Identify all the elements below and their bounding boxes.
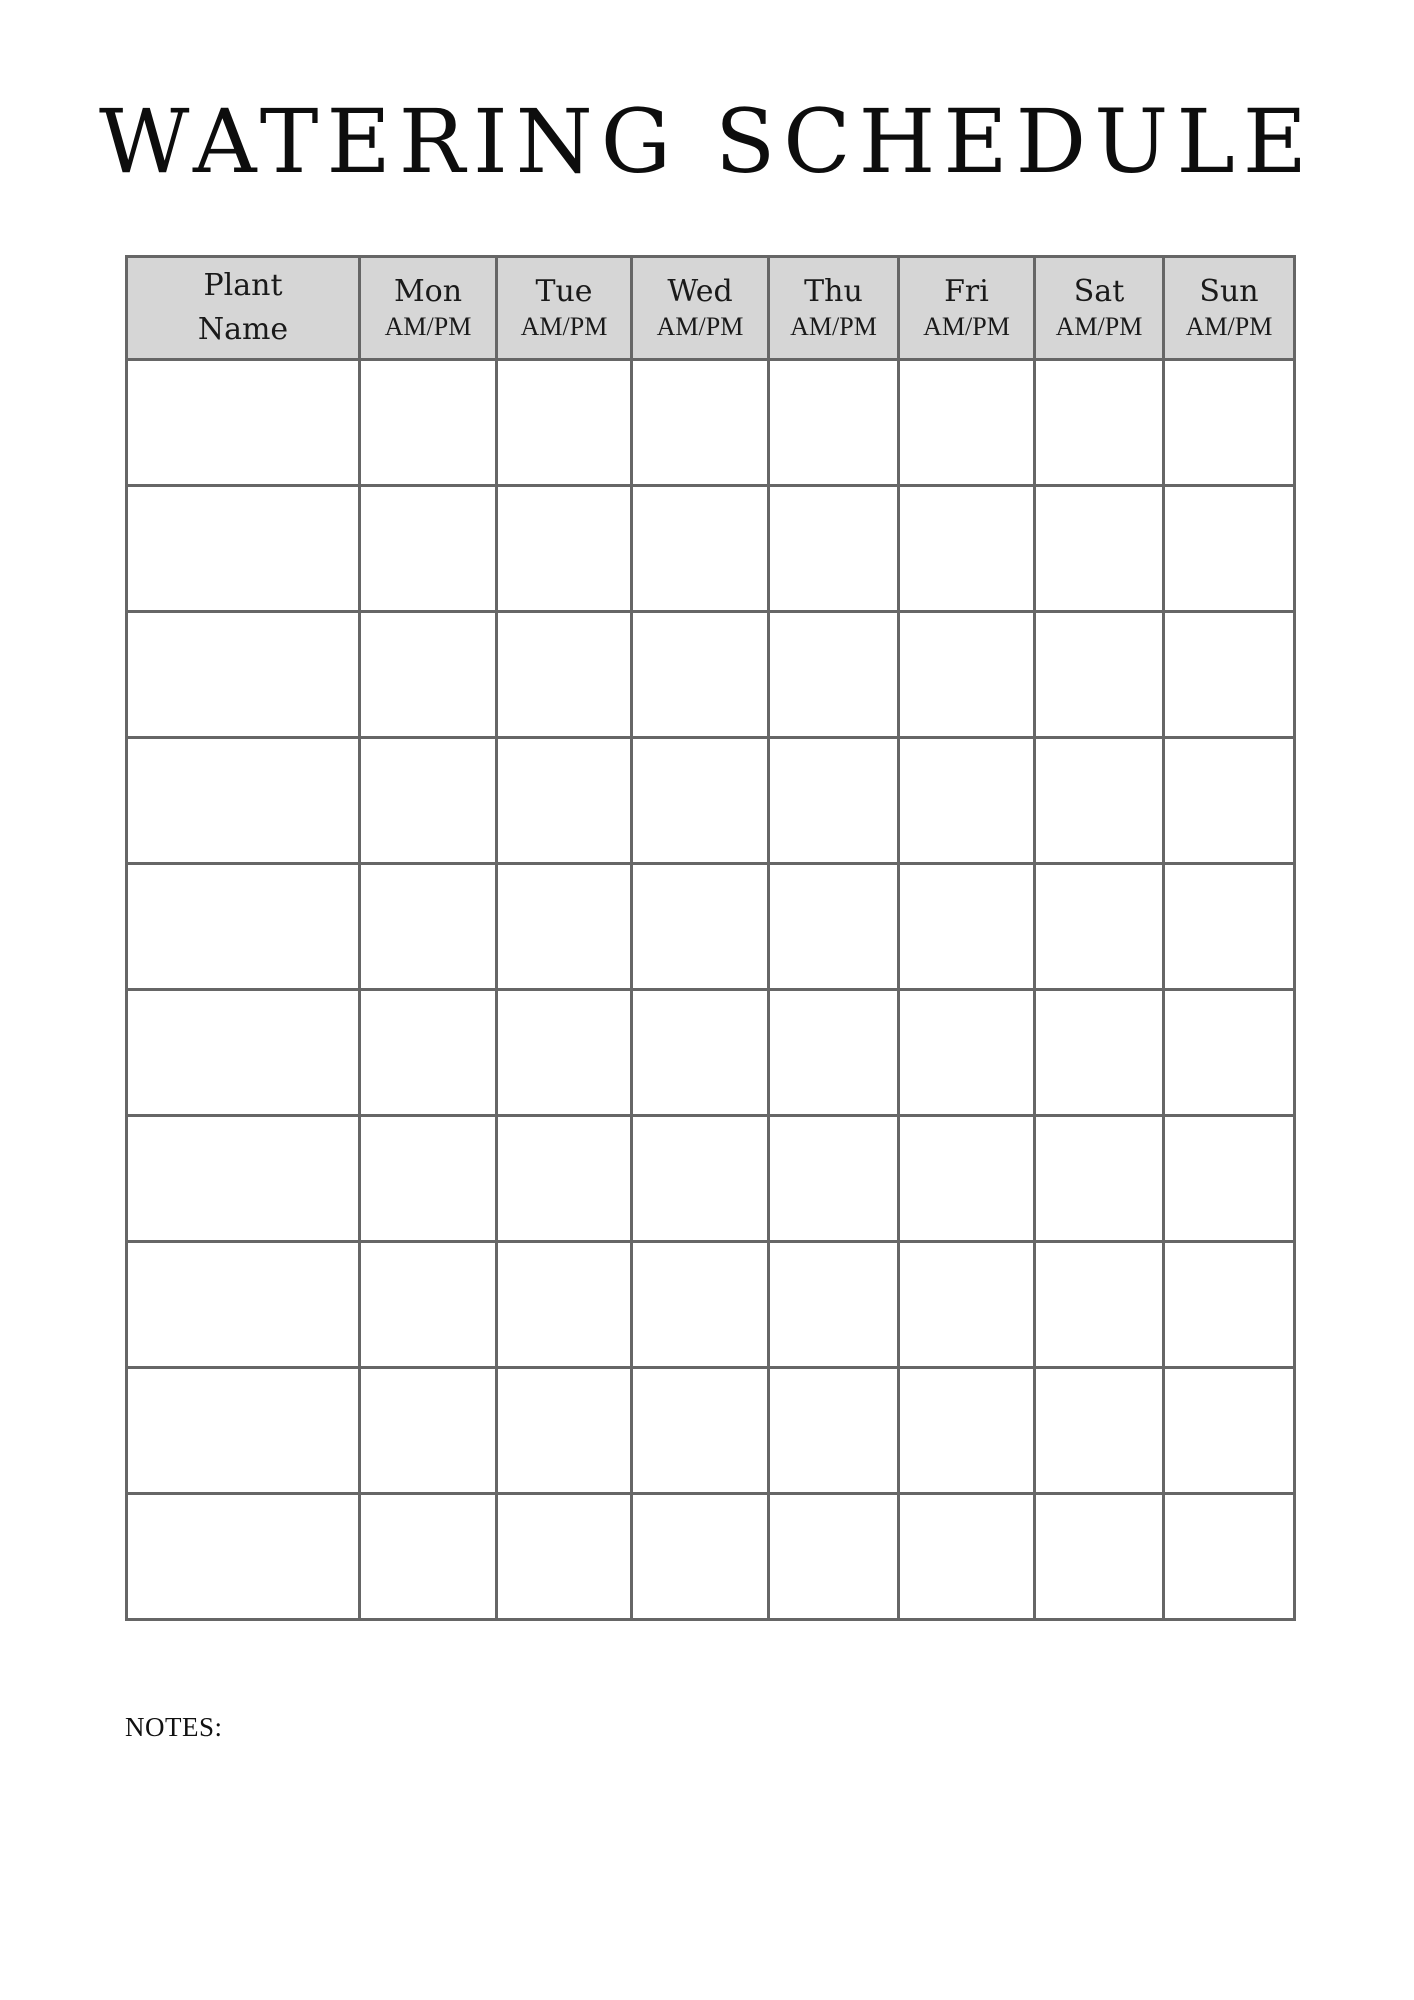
page-title: WATERING SCHEDULE xyxy=(98,90,1316,193)
day-cell[interactable] xyxy=(769,612,899,738)
day-cell[interactable] xyxy=(769,1494,899,1620)
day-name: Wed xyxy=(667,274,733,309)
day-cell[interactable] xyxy=(497,1494,632,1620)
day-cell[interactable] xyxy=(360,990,497,1116)
notes-label: NOTES: xyxy=(125,1712,223,1742)
day-cell[interactable] xyxy=(1164,738,1295,864)
day-cell[interactable] xyxy=(1035,1116,1164,1242)
day-header-wed xyxy=(632,257,769,360)
day-cell[interactable] xyxy=(497,864,632,990)
day-name: Sun xyxy=(1199,274,1259,309)
day-cell[interactable] xyxy=(1164,864,1295,990)
table-row xyxy=(127,360,1295,486)
day-header-sun xyxy=(1164,257,1295,360)
watering-schedule-table xyxy=(125,255,1296,1621)
day-cell[interactable] xyxy=(1035,738,1164,864)
table-row xyxy=(127,1242,1295,1368)
day-header-mon xyxy=(360,257,497,360)
day-cell[interactable] xyxy=(769,486,899,612)
day-cell[interactable] xyxy=(769,738,899,864)
plant-name-cell[interactable] xyxy=(127,1242,360,1368)
day-cell[interactable] xyxy=(360,1368,497,1494)
day-cell[interactable] xyxy=(1035,990,1164,1116)
day-cell[interactable] xyxy=(632,738,769,864)
plant-name-cell[interactable] xyxy=(127,1116,360,1242)
day-cell[interactable] xyxy=(769,1116,899,1242)
day-name: Tue xyxy=(535,274,593,309)
day-header-thu xyxy=(769,257,899,360)
day-cell[interactable] xyxy=(1035,864,1164,990)
schedule-body xyxy=(127,360,1295,1620)
day-cell[interactable] xyxy=(632,990,769,1116)
day-cell[interactable] xyxy=(899,1116,1035,1242)
day-cell[interactable] xyxy=(360,1494,497,1620)
day-cell[interactable] xyxy=(899,1494,1035,1620)
day-cell[interactable] xyxy=(769,990,899,1116)
day-cell[interactable] xyxy=(1164,990,1295,1116)
day-cell[interactable] xyxy=(360,1116,497,1242)
day-cell[interactable] xyxy=(769,1242,899,1368)
table-row xyxy=(127,1116,1295,1242)
day-header-fri xyxy=(899,257,1035,360)
day-cell[interactable] xyxy=(899,1242,1035,1368)
day-header-sat xyxy=(1035,257,1164,360)
day-name: Fri xyxy=(944,274,989,309)
day-cell[interactable] xyxy=(1164,1494,1295,1620)
day-cell[interactable] xyxy=(360,1242,497,1368)
day-cell[interactable] xyxy=(632,1494,769,1620)
day-cell[interactable] xyxy=(1035,360,1164,486)
table-row xyxy=(127,486,1295,612)
table-row xyxy=(127,1494,1295,1620)
plant-name-cell[interactable] xyxy=(127,1368,360,1494)
day-sub: AM/PM xyxy=(520,312,608,341)
day-cell[interactable] xyxy=(899,864,1035,990)
day-cell[interactable] xyxy=(1035,1368,1164,1494)
day-cell[interactable] xyxy=(1035,1494,1164,1620)
day-cell[interactable] xyxy=(497,360,632,486)
table-row xyxy=(127,612,1295,738)
plant-name-cell[interactable] xyxy=(127,1494,360,1620)
day-cell[interactable] xyxy=(360,612,497,738)
day-cell[interactable] xyxy=(497,1116,632,1242)
day-name: Thu xyxy=(804,274,863,309)
day-sub: AM/PM xyxy=(384,312,472,341)
day-cell[interactable] xyxy=(769,1368,899,1494)
day-cell[interactable] xyxy=(1035,486,1164,612)
day-cell[interactable] xyxy=(1164,1242,1295,1368)
day-sub: AM/PM xyxy=(1055,312,1143,341)
day-cell[interactable] xyxy=(497,486,632,612)
plant-name-cell[interactable] xyxy=(127,612,360,738)
day-cell[interactable] xyxy=(899,1368,1035,1494)
day-cell[interactable] xyxy=(360,360,497,486)
plant-name-cell[interactable] xyxy=(127,738,360,864)
day-cell[interactable] xyxy=(497,990,632,1116)
day-cell[interactable] xyxy=(1164,612,1295,738)
day-cell[interactable] xyxy=(632,1242,769,1368)
day-cell[interactable] xyxy=(360,864,497,990)
table-row xyxy=(127,1368,1295,1494)
day-cell[interactable] xyxy=(632,864,769,990)
plant-name-cell[interactable] xyxy=(127,360,360,486)
day-name: Mon xyxy=(393,274,463,309)
day-cell[interactable] xyxy=(1164,1368,1295,1494)
day-cell[interactable] xyxy=(899,360,1035,486)
day-cell[interactable] xyxy=(497,738,632,864)
day-cell[interactable] xyxy=(1035,612,1164,738)
day-cell[interactable] xyxy=(1164,1116,1295,1242)
day-cell[interactable] xyxy=(632,1368,769,1494)
table-header-row xyxy=(127,257,1295,360)
day-sub: AM/PM xyxy=(790,312,877,341)
day-cell[interactable] xyxy=(769,864,899,990)
day-name: Sat xyxy=(1073,274,1125,309)
day-cell[interactable] xyxy=(632,360,769,486)
plant-name-cell[interactable] xyxy=(127,990,360,1116)
day-cell[interactable] xyxy=(497,1242,632,1368)
day-cell[interactable] xyxy=(899,612,1035,738)
day-cell[interactable] xyxy=(360,738,497,864)
day-cell[interactable] xyxy=(632,612,769,738)
day-cell[interactable] xyxy=(899,486,1035,612)
plant-header-line2: Name xyxy=(197,312,289,347)
table-row xyxy=(127,738,1295,864)
table-row xyxy=(127,864,1295,990)
day-cell[interactable] xyxy=(899,990,1035,1116)
day-cell[interactable] xyxy=(1035,1242,1164,1368)
day-sub: AM/PM xyxy=(1185,312,1273,341)
plant-name-header xyxy=(127,257,360,360)
table-row xyxy=(127,990,1295,1116)
day-sub: AM/PM xyxy=(656,312,744,341)
day-header-tue xyxy=(497,257,632,360)
day-sub: AM/PM xyxy=(923,312,1010,341)
day-cell[interactable] xyxy=(899,738,1035,864)
day-cell[interactable] xyxy=(1164,486,1295,612)
day-cell[interactable] xyxy=(632,1116,769,1242)
plant-header-line1: Plant xyxy=(203,268,283,303)
day-cell[interactable] xyxy=(1164,360,1295,486)
day-cell[interactable] xyxy=(497,612,632,738)
day-cell[interactable] xyxy=(632,486,769,612)
day-cell[interactable] xyxy=(769,360,899,486)
day-cell[interactable] xyxy=(360,486,497,612)
plant-name-cell[interactable] xyxy=(127,864,360,990)
plant-name-cell[interactable] xyxy=(127,486,360,612)
day-cell[interactable] xyxy=(497,1368,632,1494)
